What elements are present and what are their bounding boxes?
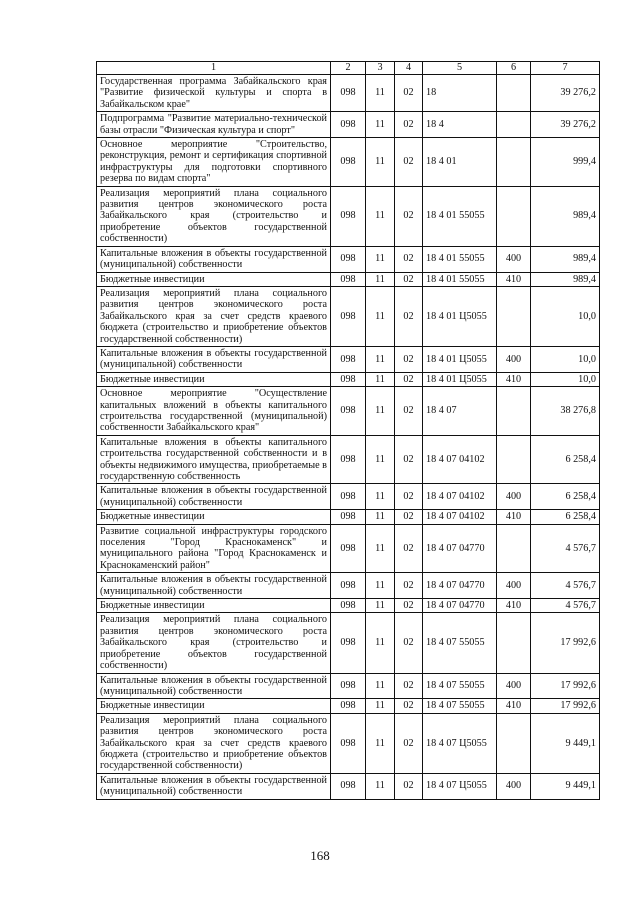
amount-cell: 38 276,8 [531, 387, 600, 436]
section-cell: 11 [366, 75, 395, 112]
amount-cell: 6 258,4 [531, 510, 600, 524]
target-article-cell: 18 4 01 55055 [423, 246, 497, 272]
admin-code-cell: 098 [331, 246, 366, 272]
section-cell: 11 [366, 510, 395, 524]
target-article-cell: 18 4 07 Ц5055 [423, 713, 497, 773]
expense-type-cell: 410 [497, 372, 531, 386]
target-article-cell: 18 4 07 04770 [423, 524, 497, 573]
row-name-cell: Капитальные вложения в объекты государственной (муниципальной) собственности [97, 246, 331, 272]
section-cell: 11 [366, 372, 395, 386]
amount-cell: 17 992,6 [531, 673, 600, 699]
amount-cell: 6 258,4 [531, 484, 600, 510]
table-row [97, 435, 600, 484]
header-cell: 4 [395, 62, 423, 75]
row-name-cell: Основное мероприятие "Строительство, реконструкция, ремонт и сертификация спортивной инфраструктуры для подготовки спортивного резерва по видам спорта" [97, 138, 331, 187]
admin-code-cell: 098 [331, 599, 366, 613]
header-cell: 2 [331, 62, 366, 75]
table-row [97, 613, 600, 673]
subsection-cell: 02 [395, 524, 423, 573]
subsection-cell: 02 [395, 186, 423, 246]
section-cell: 11 [366, 673, 395, 699]
expense-type-cell [497, 713, 531, 773]
subsection-cell: 02 [395, 510, 423, 524]
header-cell: 5 [423, 62, 497, 75]
section-cell: 11 [366, 346, 395, 372]
table-row [97, 112, 600, 138]
amount-cell: 17 992,6 [531, 699, 600, 713]
section-cell: 11 [366, 286, 395, 346]
subsection-cell: 02 [395, 272, 423, 286]
target-article-cell: 18 [423, 75, 497, 112]
admin-code-cell: 098 [331, 699, 366, 713]
header-cell: 6 [497, 62, 531, 75]
row-name-cell: Капитальные вложения в объекты государственной (муниципальной) собственности [97, 484, 331, 510]
target-article-cell: 18 4 07 04102 [423, 484, 497, 510]
subsection-cell: 02 [395, 246, 423, 272]
section-cell: 11 [366, 246, 395, 272]
row-name-cell: Капитальные вложения в объекты государственной (муниципальной) собственности [97, 673, 331, 699]
table-body [97, 75, 600, 800]
admin-code-cell: 098 [331, 138, 366, 187]
section-cell: 11 [366, 713, 395, 773]
subsection-cell: 02 [395, 573, 423, 599]
amount-cell: 6 258,4 [531, 435, 600, 484]
expense-type-cell: 410 [497, 272, 531, 286]
table-row [97, 138, 600, 187]
admin-code-cell: 098 [331, 573, 366, 599]
header-row [97, 62, 600, 75]
target-article-cell: 18 4 01 Ц5055 [423, 286, 497, 346]
row-name-cell: Подпрограмма "Развитие материально-технической базы отрасли "Физическая культура и спорт" [97, 112, 331, 138]
table-row [97, 484, 600, 510]
amount-cell: 989,4 [531, 246, 600, 272]
section-cell: 11 [366, 699, 395, 713]
header-cell: 3 [366, 62, 395, 75]
admin-code-cell: 098 [331, 387, 366, 436]
target-article-cell: 18 4 07 04102 [423, 435, 497, 484]
expense-type-cell: 410 [497, 510, 531, 524]
table-row [97, 524, 600, 573]
subsection-cell: 02 [395, 713, 423, 773]
expense-type-cell: 400 [497, 573, 531, 599]
subsection-cell: 02 [395, 112, 423, 138]
expense-type-cell [497, 613, 531, 673]
amount-cell: 10,0 [531, 346, 600, 372]
subsection-cell: 02 [395, 599, 423, 613]
expense-type-cell: 400 [497, 673, 531, 699]
amount-cell: 9 449,1 [531, 713, 600, 773]
table-row [97, 713, 600, 773]
row-name-cell: Государственная программа Забайкальского края "Развитие физической культуры и спорта в Забайкальском крае" [97, 75, 331, 112]
subsection-cell: 02 [395, 286, 423, 346]
row-name-cell: Капитальные вложения в объекты государственной (муниципальной) собственности [97, 346, 331, 372]
admin-code-cell: 098 [331, 484, 366, 510]
row-name-cell: Реализация мероприятий плана социального развития центров экономического роста Забайкальского края за счет средств краевого бюджета (строительство и приобретение объектов государственной собственности) [97, 286, 331, 346]
table-row [97, 387, 600, 436]
admin-code-cell: 098 [331, 435, 366, 484]
section-cell: 11 [366, 573, 395, 599]
expense-type-cell: 400 [497, 484, 531, 510]
target-article-cell: 18 4 01 55055 [423, 272, 497, 286]
admin-code-cell: 098 [331, 613, 366, 673]
expense-type-cell [497, 286, 531, 346]
table-row [97, 272, 600, 286]
admin-code-cell: 098 [331, 773, 366, 799]
amount-cell: 999,4 [531, 138, 600, 187]
amount-cell: 989,4 [531, 272, 600, 286]
expense-type-cell [497, 186, 531, 246]
subsection-cell: 02 [395, 699, 423, 713]
table-row [97, 773, 600, 799]
table-row [97, 246, 600, 272]
target-article-cell: 18 4 07 55055 [423, 673, 497, 699]
subsection-cell: 02 [395, 346, 423, 372]
target-article-cell: 18 4 01 [423, 138, 497, 187]
row-name-cell: Развитие социальной инфраструктуры городского поселения "Город Краснокаменск" и муниципального района "Город Краснокаменск и Краснокаменский район" [97, 524, 331, 573]
target-article-cell: 18 4 07 55055 [423, 699, 497, 713]
admin-code-cell: 098 [331, 346, 366, 372]
admin-code-cell: 098 [331, 186, 366, 246]
header-cell: 1 [97, 62, 331, 75]
subsection-cell: 02 [395, 138, 423, 187]
target-article-cell: 18 4 07 04770 [423, 573, 497, 599]
table-row [97, 510, 600, 524]
row-name-cell: Реализация мероприятий плана социального развития центров экономического роста Забайкальского края (строительство и приобретение объектов государственной собственности) [97, 186, 331, 246]
row-name-cell: Бюджетные инвестиции [97, 510, 331, 524]
admin-code-cell: 098 [331, 713, 366, 773]
admin-code-cell: 098 [331, 272, 366, 286]
target-article-cell: 18 4 01 Ц5055 [423, 372, 497, 386]
table-row [97, 346, 600, 372]
subsection-cell: 02 [395, 387, 423, 436]
row-name-cell: Капитальные вложения в объекты государственной (муниципальной) собственности [97, 573, 331, 599]
table-row [97, 75, 600, 112]
row-name-cell: Реализация мероприятий плана социального развития центров экономического роста Забайкальского края за счет средств краевого бюджета (строительство и приобретение объектов государственной собственности) [97, 713, 331, 773]
amount-cell: 10,0 [531, 372, 600, 386]
table-row [97, 673, 600, 699]
expense-type-cell: 400 [497, 246, 531, 272]
amount-cell: 4 576,7 [531, 599, 600, 613]
section-cell: 11 [366, 272, 395, 286]
target-article-cell: 18 4 07 55055 [423, 613, 497, 673]
table-row [97, 286, 600, 346]
row-name-cell: Бюджетные инвестиции [97, 599, 331, 613]
row-name-cell: Бюджетные инвестиции [97, 372, 331, 386]
amount-cell: 989,4 [531, 186, 600, 246]
table-row [97, 573, 600, 599]
section-cell: 11 [366, 435, 395, 484]
target-article-cell: 18 4 07 04102 [423, 510, 497, 524]
admin-code-cell: 098 [331, 524, 366, 573]
section-cell: 11 [366, 613, 395, 673]
amount-cell: 10,0 [531, 286, 600, 346]
row-name-cell: Капитальные вложения в объекты государственной (муниципальной) собственности [97, 773, 331, 799]
amount-cell: 4 576,7 [531, 524, 600, 573]
admin-code-cell: 098 [331, 372, 366, 386]
expense-type-cell [497, 387, 531, 436]
section-cell: 11 [366, 524, 395, 573]
section-cell: 11 [366, 112, 395, 138]
expense-type-cell: 410 [497, 599, 531, 613]
header-cell: 7 [531, 62, 600, 75]
admin-code-cell: 098 [331, 286, 366, 346]
section-cell: 11 [366, 484, 395, 510]
table-row [97, 599, 600, 613]
section-cell: 11 [366, 599, 395, 613]
expense-type-cell: 410 [497, 699, 531, 713]
table-row [97, 186, 600, 246]
subsection-cell: 02 [395, 372, 423, 386]
expense-type-cell [497, 524, 531, 573]
subsection-cell: 02 [395, 435, 423, 484]
table-row [97, 372, 600, 386]
row-name-cell: Капитальные вложения в объекты капитального строительства государственной собственности и в объекты недвижимого имущества, приобретаемые в государственную собственность [97, 435, 331, 484]
target-article-cell: 18 4 07 04770 [423, 599, 497, 613]
admin-code-cell: 098 [331, 75, 366, 112]
amount-cell: 9 449,1 [531, 773, 600, 799]
admin-code-cell: 098 [331, 673, 366, 699]
expense-type-cell [497, 138, 531, 187]
target-article-cell: 18 4 07 Ц5055 [423, 773, 497, 799]
admin-code-cell: 098 [331, 510, 366, 524]
expense-type-cell [497, 112, 531, 138]
subsection-cell: 02 [395, 773, 423, 799]
target-article-cell: 18 4 07 [423, 387, 497, 436]
page-number: 168 [310, 848, 330, 863]
admin-code-cell: 098 [331, 112, 366, 138]
amount-cell: 39 276,2 [531, 75, 600, 112]
row-name-cell: Реализация мероприятий плана социального развития центров экономического роста Забайкальского края (строительство и приобретение объектов государственной собственности) [97, 613, 331, 673]
row-name-cell: Бюджетные инвестиции [97, 699, 331, 713]
subsection-cell: 02 [395, 673, 423, 699]
row-name-cell: Основное мероприятие "Осуществление капитальных вложений в объекты капитального строительства государственной (муниципальной) собственности Забайкальского края" [97, 387, 331, 436]
budget-table [96, 61, 600, 800]
target-article-cell: 18 4 [423, 112, 497, 138]
section-cell: 11 [366, 387, 395, 436]
section-cell: 11 [366, 186, 395, 246]
amount-cell: 39 276,2 [531, 112, 600, 138]
subsection-cell: 02 [395, 484, 423, 510]
target-article-cell: 18 4 01 Ц5055 [423, 346, 497, 372]
table-row [97, 699, 600, 713]
subsection-cell: 02 [395, 613, 423, 673]
section-cell: 11 [366, 773, 395, 799]
target-article-cell: 18 4 01 55055 [423, 186, 497, 246]
row-name-cell: Бюджетные инвестиции [97, 272, 331, 286]
expense-type-cell [497, 435, 531, 484]
subsection-cell: 02 [395, 75, 423, 112]
amount-cell: 17 992,6 [531, 613, 600, 673]
amount-cell: 4 576,7 [531, 573, 600, 599]
expense-type-cell [497, 75, 531, 112]
expense-type-cell: 400 [497, 346, 531, 372]
section-cell: 11 [366, 138, 395, 187]
expense-type-cell: 400 [497, 773, 531, 799]
